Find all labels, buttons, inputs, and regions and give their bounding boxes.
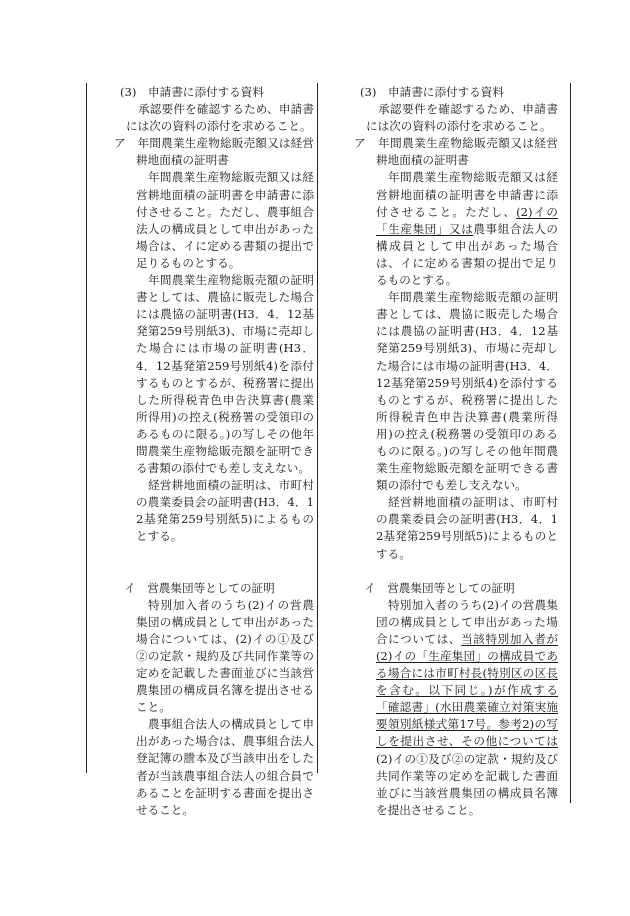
spacer [354, 563, 558, 580]
item-i-heading: イ 営農集団等としての証明 [124, 580, 275, 595]
item-i-paragraph-1 [354, 597, 558, 819]
amended-text: (2)イの「生産集団」又は [376, 204, 558, 236]
item-a-paragraph-2: 年間農業生産物総販売額の証明書としては、農協に販売した場合には農協の証明書(H3．4．12基発第259号別紙3)、市場に売却した場合には市場の証明書(H3．4．12基発第259号別紙4)を添付するものとするが、税務署に提出した所得税青色申告決算書(農業所得用)の控え(税務署の受領印のあるものに限る。)の写しその他年間農業生産物総販売額を証明できる書類の添付でも差し支えない。 [376, 290, 558, 493]
item-a-heading: ア 年間農業生産物総販売額又は経営耕地面積の証明書 [354, 136, 558, 168]
item-i-paragraph-2: 農事組合法人の構成員として申出があった場合は、農事組合法人登記簿の謄本及び当該申出をした者が当該農事組合法人の組合員であることを証明する書面を提出させること。 [136, 717, 314, 817]
column-divider-center [317, 83, 318, 773]
section-heading: (3) 申請書に添付する資料 [360, 85, 504, 99]
item-a-paragraph-1 [354, 169, 558, 289]
section-intro: 承認要件を確認するため、申請書には次の資料の添付を求めること。 [366, 102, 558, 134]
column-divider-left [86, 83, 87, 773]
item-i-heading: イ 営農集団等としての証明 [364, 580, 515, 595]
text-span: 特別加入者のうち(2)イの営農集団の構成員として申出があった場合については、 [376, 597, 558, 646]
text-span: (2)イの①及び②の定款・規約及び共同作業等の定めを記載した書面並びに当該営農集団の構成員名簿を提出させること。 [376, 751, 558, 817]
item-a-paragraph-3: 経営耕地面積の証明は、市町村の農業委員会の証明書(H3．4．12基発第259号別紙5)によるものとする。 [376, 495, 558, 561]
text-span: 農事組合法人の構成員として申出があった場合は、イに定める書類の提出で足りるものとする。 [376, 221, 558, 288]
section-intro: 承認要件を確認するため、申請書には次の資料の添付を求めること。 [126, 102, 314, 134]
item-a-paragraph-3: 経営耕地面積の証明は、市町村の農業委員会の証明書(H3．4．12基発第259号別紙5)によるものとする。 [136, 478, 314, 544]
spacer [114, 546, 314, 580]
column-divider-right [570, 83, 571, 803]
item-a-paragraph-1: 年間農業生産物総販売額又は経営耕地面積の証明書を申請書に添付させること。ただし、農事組合法人の構成員として申出があった場合は、イに定める書類の提出で足りるものとする。 [136, 170, 314, 270]
section-heading: (3) 申請書に添付する資料 [120, 85, 264, 99]
item-i-paragraph-1: 特別加入者のうち(2)イの営農集団の構成員として申出があった場合については、(2)イの①及び②の定款・規約及び共同作業等の定めを記載した書面並びに当該営農集団の構成員名簿を提出させること。 [136, 597, 314, 715]
amended-text: 当該特別加入者が(2)イの「生産集団」の構成員である場合には市町村長(特別区の区長を含む。以下同じ。)が作成する「確認書」(水田農業確立対策実施要領別紙様式第17号。参考2)の写しを提出させ、その他については [376, 631, 558, 749]
text-span: 年間農業生産物総販売額又は経営耕地面積の証明書を申請書に添付させること。ただし、 [376, 170, 558, 219]
item-a-heading: ア 年間農業生産物総販売額又は経営耕地面積の証明書 [114, 136, 314, 168]
item-a-paragraph-2: 年間農業生産物総販売額の証明書としては、農協に販売した場合には農協の証明書(H3．4．12基発第259号別紙3)、市場に売却した場合には市場の証明書(H3．4．12基発第259号別紙4)を添付するものとするが、税務署に提出した所得税青色申告決算書(農業所得用)の控え(税務署の受領印のあるものに限る。)の写しその他年間農業生産物総販売額を証明できる書類の添付でも差し支えない。 [136, 273, 314, 476]
column-after [354, 84, 558, 819]
column-before [114, 84, 314, 819]
